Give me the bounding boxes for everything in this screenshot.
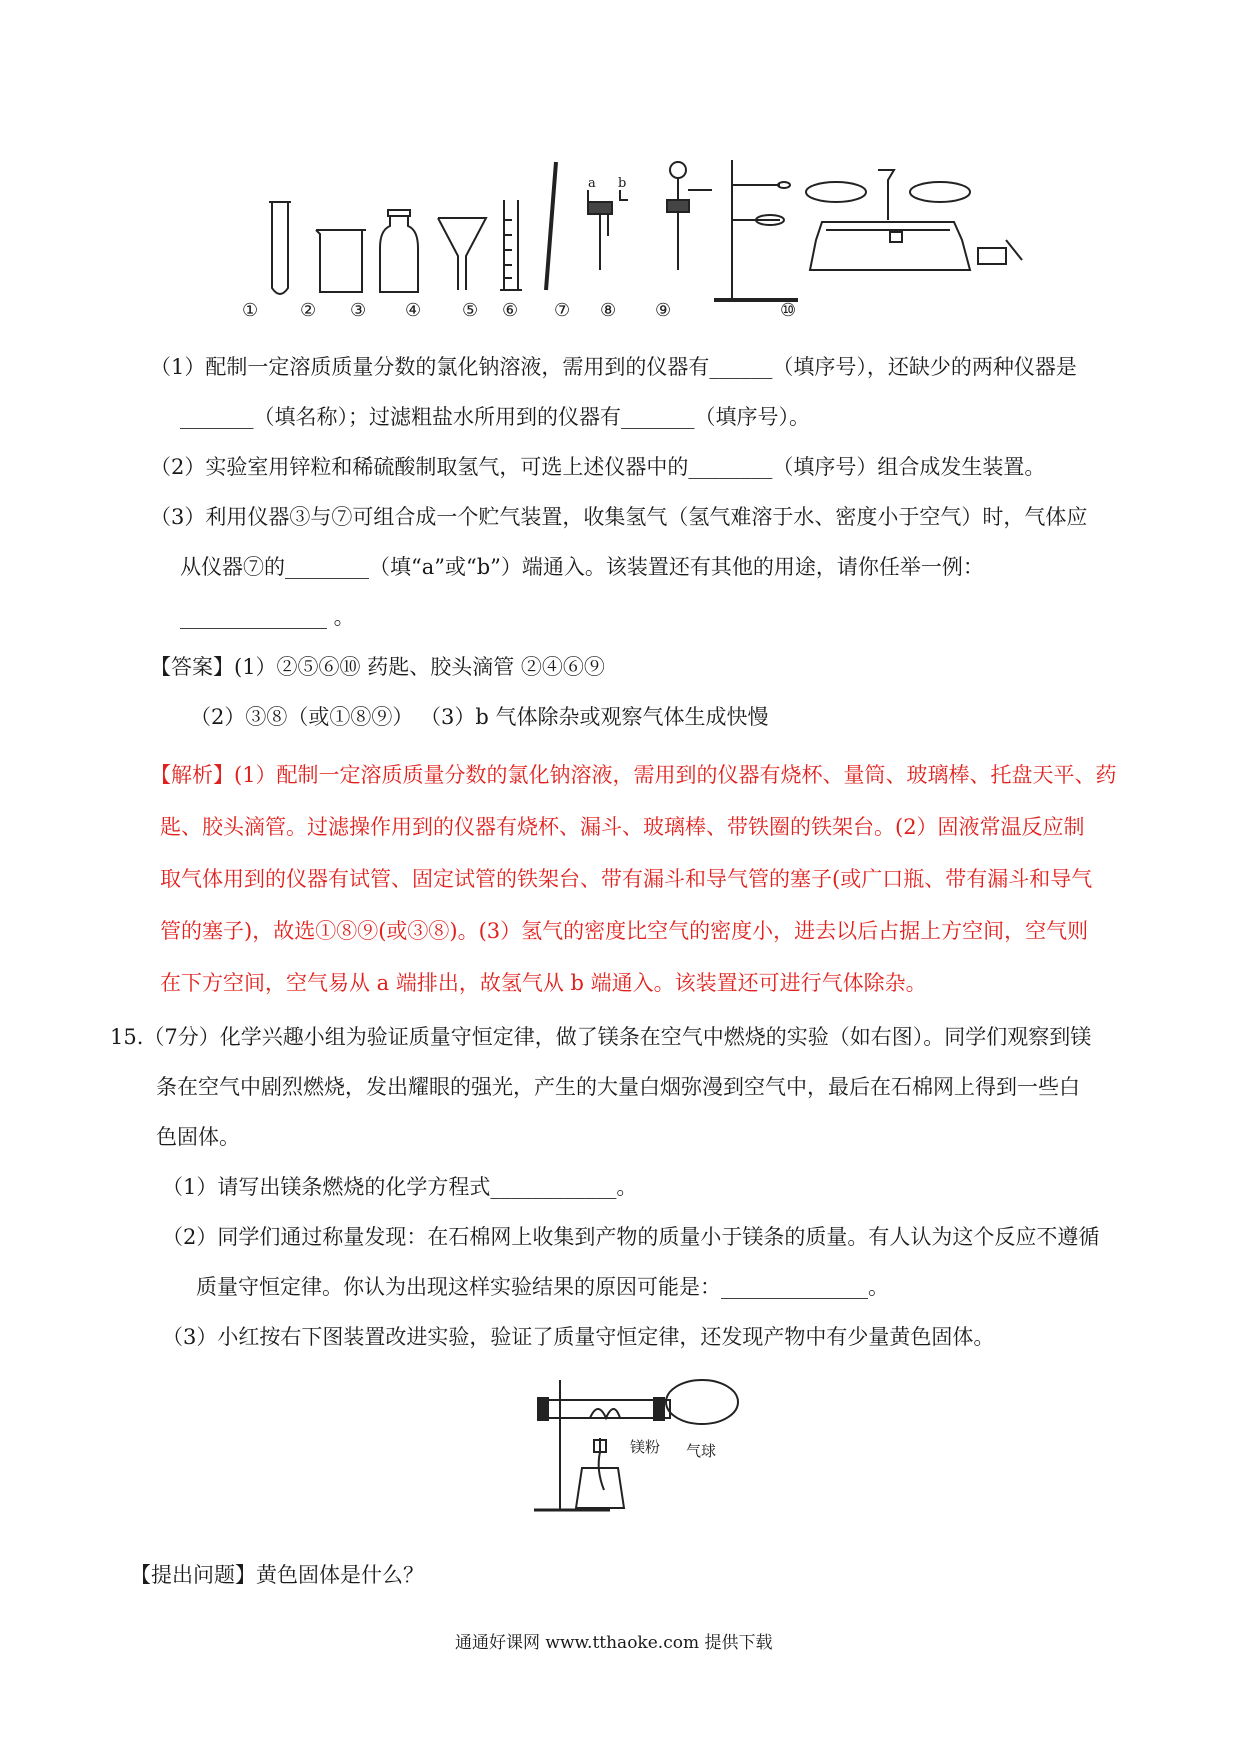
q14-part2: （2）实验室用锌粒和稀硫酸制取氢气，可选上述仪器中的________（填序号）组合成发生装置。 — [150, 455, 1046, 479]
q15-part3: （3）小红按右下图装置改进实验，验证了质量守恒定律，还发现产物中有少量黄色固体。 — [162, 1325, 995, 1349]
q14-part1-line1: （1）配制一定溶质质量分数的氯化钠溶液，需用到的仪器有______（填序号），还缺少的两种仪器是 — [150, 355, 1077, 379]
q14-part3-line1: （3）利用仪器③与⑦可组合成一个贮气装置，收集氢气（氢气难溶于水、密度小于空气）时，气体应 — [150, 505, 1088, 529]
label-7: ⑦ — [554, 300, 571, 321]
q15-question: 【提出问题】黄色固体是什么？ — [130, 1563, 424, 1587]
instrument-drawings — [250, 160, 1030, 310]
bottle-icon — [380, 210, 418, 292]
label-8: ⑧ — [600, 300, 617, 321]
q15-intro-line2: 条在空气中剧烈燃烧，发出耀眼的强光，产生的大量白烟弥漫到空气中，最后在石棉网上得到一些白 — [156, 1075, 1080, 1099]
q15-part2-line1: （2）同学们通过称量发现：在石棉网上收集到产物的质量小于镁条的质量。有人认为这个反应不遵循 — [162, 1225, 1100, 1249]
analysis-line3: 取气体用到的仪器有试管、固定试管的铁架台、带有漏斗和导气管的塞子(或广口瓶、带有漏斗和导气 — [160, 867, 1093, 891]
label-4: ④ — [405, 300, 422, 321]
label-3: ③ — [350, 300, 367, 321]
alcohol-lamp-icon — [576, 1409, 624, 1508]
q14-part1-line2: _______（填名称）；过滤粗盐水所用到的仪器有_______（填序号）。 — [180, 405, 810, 429]
q15-intro-line3: 色固体。 — [156, 1125, 240, 1149]
label-6: ⑥ — [502, 300, 519, 321]
analysis-line4: 管的塞子)，故选①⑧⑨(或③⑧)。(3）氢气的密度比空气的密度小，进去以后占据上方空间，空气则 — [160, 919, 1089, 943]
analysis-line2: 匙、胶头滴管。过滤操作用到的仪器有烧杯、漏斗、玻璃棒、带铁圈的铁架台。(2）固液常温反应制 — [160, 815, 1085, 839]
q15-part1: （1）请写出镁条燃烧的化学方程式____________。 — [162, 1175, 638, 1199]
apparatus-figure — [520, 1370, 750, 1515]
balloon-icon — [666, 1380, 738, 1424]
page-footer: 通通好课网 www.tthaoke.com 提供下载 — [455, 1633, 773, 1653]
q15-intro-line1: 15.（7分）化学兴趣小组为验证质量守恒定律，做了镁条在空气中燃烧的实验（如右图）。同学们观察到镁 — [110, 1025, 1092, 1049]
test-tube-icon — [269, 202, 291, 294]
q14-part3-line3: ______________ 。 — [180, 605, 355, 629]
funnel-icon — [438, 218, 486, 290]
weights-box-icon — [978, 240, 1022, 264]
tube-label-b: b — [618, 176, 627, 191]
analysis-line5: 在下方空间，空气易从 a 端排出，故氢气从 b 端通入。该装置还可进行气体除杂。 — [160, 971, 927, 995]
answer-line1: 【答案】(1）②⑤⑥⑩ 药匙、胶头滴管 ②④⑥⑨ — [150, 655, 605, 679]
answer-line2: （2）③⑧（或①⑧⑨） （3）b 气体除杂或观察气体生成快慢 — [190, 705, 769, 729]
q14-part3-line2: 从仪器⑦的________（填“a”或“b”）端通入。该装置还有其他的用途，请你任举一例： — [180, 555, 984, 579]
beaker-icon — [316, 230, 366, 292]
glass-rod-icon — [546, 162, 556, 290]
graduated-cylinder-icon — [500, 200, 522, 290]
q15-part2-line2: 质量守恒定律。你认为出现这样实验结果的原因可能是：______________。 — [196, 1275, 889, 1299]
label-balloon: 气球 — [686, 1442, 717, 1460]
analysis-line1: 【解析】(1）配制一定溶质质量分数的氯化钠溶液，需用到的仪器有烧杯、量筒、玻璃棒、托盘天平、药 — [150, 763, 1117, 787]
instrument-figure — [242, 160, 1030, 340]
funnel-stopper-icon — [667, 162, 712, 270]
label-2: ② — [300, 300, 317, 321]
label-10: ⑩ — [780, 300, 797, 321]
balance-icon — [806, 170, 970, 270]
label-9: ⑨ — [655, 300, 672, 321]
double-tube-stopper-icon — [588, 190, 628, 270]
iron-stand-icon — [714, 160, 798, 300]
tube-icon — [538, 1398, 670, 1420]
label-mg-powder: 镁粉 — [630, 1438, 661, 1456]
tube-label-a: a — [588, 176, 596, 191]
instrument-labels — [242, 300, 1030, 324]
label-1: ① — [242, 300, 259, 321]
label-5: ⑤ — [462, 300, 479, 321]
